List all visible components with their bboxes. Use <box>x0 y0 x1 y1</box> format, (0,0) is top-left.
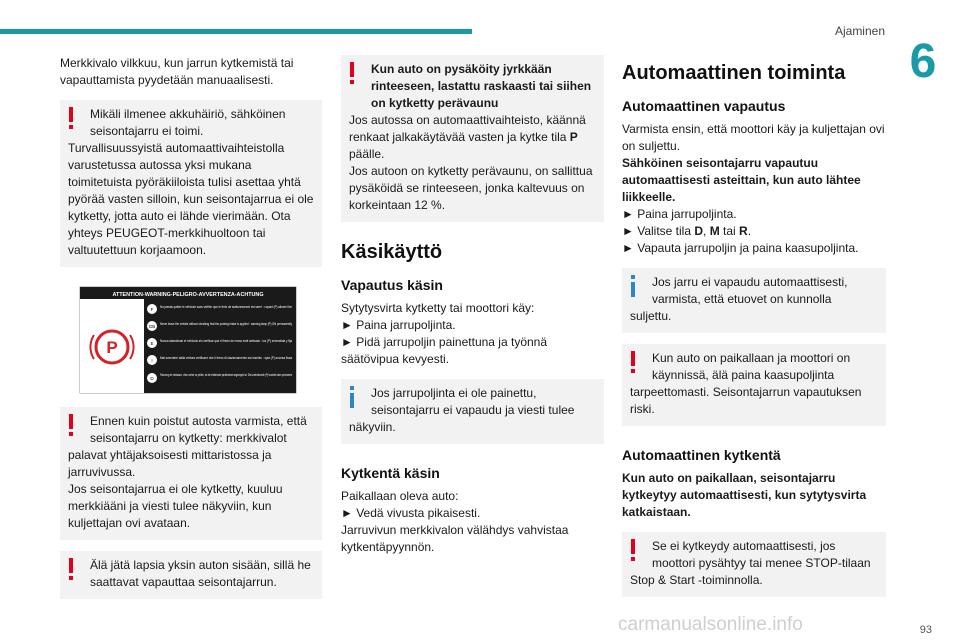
warning-icon <box>631 539 635 561</box>
header-accent-bar <box>0 29 472 34</box>
heading-manual-release: Vapautus käsin <box>341 277 443 293</box>
svg-text:Fahrzeug nie verlassen, ohne v: Fahrzeug nie verlassen, ohne vorher zu prüfen, ob die elektrische parkbremse angezogen ist. Die kontrolleuchte (P) leuchtet dann permanent <box>160 372 293 377</box>
svg-text:P: P <box>106 338 118 357</box>
info-icon <box>350 386 354 408</box>
column-2 <box>341 55 604 556</box>
intro-paragraph: Merkkivalo vilkkuu, kun jarrun kytkemistä tai vapauttamista pyydetään manuaalisesti. <box>60 56 294 87</box>
heading-manual-operation: Käsikäyttö <box>341 241 443 263</box>
warning-text: palavat yhtäjaksoisesti mittaristossa ja jarruvivussa. <box>68 448 272 479</box>
warning-box-slope <box>341 55 604 222</box>
warning-text: Jos autoon on kytketty perävaunu, on sallittua pysäköidä se rinteeseen, jonka kaltevuus on korkeintaan 12 %. <box>349 164 593 212</box>
warning-icon <box>631 351 635 373</box>
step-item: ► Paina jarrupoljinta. <box>341 318 456 332</box>
body-text: Sytytysvirta kytketty tai moottori käy: <box>341 301 535 315</box>
column-1 <box>60 55 322 610</box>
info-box-brake-pedal <box>341 379 604 444</box>
body-text: Varmista ensin, että moottori käy ja kuljettajan ovi on suljettu. <box>622 122 885 153</box>
column-3 <box>622 55 886 608</box>
heading-automatic-operation: Automaattinen toiminta <box>622 62 846 84</box>
body-text: Paikallaan oleva auto: <box>341 489 459 503</box>
info-text: Jos jarru ei vapaudu automaattisesti, varmista, että etuovet on kunnolla <box>652 275 848 306</box>
warning-text: Jos autossa on automaattivaihteisto, käännä renkaat jalkakäytävää vasten ja kytke tila P päälle. <box>349 113 586 161</box>
warning-text: Stop & Start -toiminnolla. <box>630 573 763 587</box>
warning-icon <box>350 62 354 84</box>
heading-manual-apply: Kytkentä käsin <box>341 465 440 481</box>
step-item: ► Pidä jarrupoljin painettuna ja työnnä säätövipua kevyesti. <box>341 335 548 366</box>
warning-icon <box>69 414 73 436</box>
warning-heading: Kun auto on pysäköity jyrkkään rinteeseen, lastattu raskaasti tai siihen on kytketty perävaunu <box>371 62 592 110</box>
warning-box-children <box>60 551 322 599</box>
warning-text: Turvallisuussyistä automaattivaihteistolla varustetussa autossa yksi mukana toimitetuista pyöräkiiloista tulisi asettaa yhtä pyörää vasten silloin, kun seisontajarrua ei ole kytketty, jotta auto ei lähde vierimään. Ota yhteys PEUGEOT-merkkihuoltoon tai valtuutettuun korjaamoon. <box>68 141 314 257</box>
info-text: Jos jarrupoljinta ei ole painettu, seisontajarru ei vapaudu ja viesti tulee <box>371 386 575 417</box>
info-icon <box>631 275 635 297</box>
warning-box-battery <box>60 100 322 267</box>
step-item: ► Vedä vivusta pikaisesti. <box>341 506 481 520</box>
svg-text:Nunca abandonar el vehículo si: Nunca abandonar el vehículo sin verificar que el freno de mano esté activado : luz (P) encendida y fija <box>160 338 293 343</box>
warning-text: Mikäli ilmenee akkuhäiriö, sähköinen seisontajarru ei toimi. <box>90 107 286 138</box>
watermark: carmanualsonline.info <box>618 614 803 635</box>
chapter-number: 6 <box>909 35 937 88</box>
section-title: Ajaminen <box>834 24 885 38</box>
body-text-bold: Kun auto on paikallaan, seisontajarru kytkeytyy automaattisesti, kun sytytysvirta katkaistaan. <box>622 471 867 519</box>
heading-automatic-apply: Automaattinen kytkentä <box>622 447 781 463</box>
svg-text:I: I <box>151 358 153 363</box>
warning-text: Jos seisontajarrua ei ole kytketty, kuuluu merkkiääni ja viesti tulee näkyviin, kun kuljettajan ovi avataan. <box>68 482 283 530</box>
warning-text: Ennen kuin poistut autosta varmista, että seisontajarru on kytketty: merkkivalot <box>90 414 307 445</box>
warning-text: Kun auto on paikallaan ja moottori on käynnissä, älä paina kaasupoljinta <box>652 351 851 382</box>
warning-icon <box>69 558 73 580</box>
step-item: ► Paina jarrupoljinta. <box>622 207 737 221</box>
svg-text:Never leave the vehicle withou: Never leave the vehicle without checking that the parking brake is applied : warning lamp (P) ON permanently <box>160 321 292 326</box>
warning-box-leave-vehicle <box>60 407 322 540</box>
heading-automatic-release: Automaattinen vapautus <box>622 98 786 114</box>
svg-text:F: F <box>150 307 154 312</box>
parking-brake-warning-label <box>80 287 296 393</box>
svg-text:GB: GB <box>148 324 156 329</box>
warning-text: tarpeettomasti. Seisontajarrun vapautuksen riski. <box>630 385 862 416</box>
warning-label-illustration <box>80 287 296 393</box>
svg-text:E: E <box>150 341 154 346</box>
body-text-bold: Sähköinen seisontajarru vapautuu automaattisesti asteittain, kun auto lähtee liikkeelle. <box>622 156 861 204</box>
svg-text:No jamais quitter le véhicule: No jamais quitter le véhicule sans vérifier que le frein de stationnement est serré : voyant (P) allumé fixe <box>160 304 293 309</box>
page-number: 93 <box>919 624 932 636</box>
svg-text:D: D <box>150 376 154 381</box>
info-text: näkyviin. <box>349 420 396 434</box>
step-item: ► Valitse tila D, M tai R. <box>622 224 752 238</box>
warning-box-stop-start <box>622 532 886 597</box>
info-box-doors <box>622 268 886 333</box>
step-item: ► Vapauta jarrupoljin ja paina kaasupoljinta. <box>622 241 859 255</box>
warning-box-accelerator <box>622 344 886 426</box>
warning-text: Älä jätä lapsia yksin auton sisään, sillä he saattavat vapauttaa seisontajarrun. <box>90 558 311 589</box>
body-text: Jarruvivun merkkivalon välähdys vahvistaa kytkentäpyynnön. <box>341 523 569 554</box>
label-title: ATTENTION-WARNING-PELIGRO-AVVERTENZA-ACHTUNG <box>112 292 264 298</box>
svg-text:Mai scendere dalla vettura ver: Mai scendere dalla vettura verificare che il freno di stazionamento sia inserito : spia (P) accesa fissa <box>160 355 293 360</box>
warning-icon <box>69 107 73 129</box>
info-text: suljettu. <box>630 309 672 323</box>
warning-text: Se ei kytkeydy automaattisesti, jos moottori pysähtyy tai menee STOP-tilaan <box>652 539 871 570</box>
